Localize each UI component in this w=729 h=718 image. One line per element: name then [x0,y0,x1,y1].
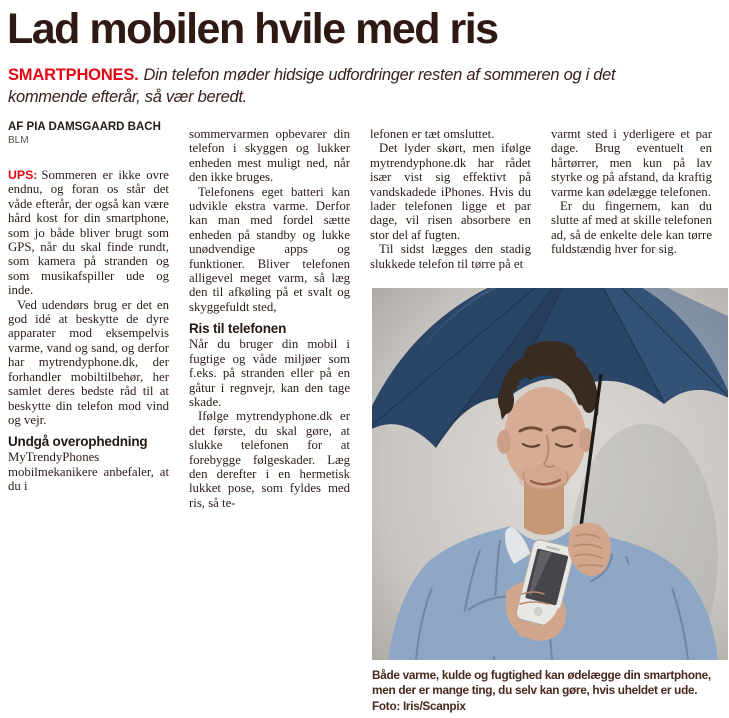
body-paragraph [8,168,169,298]
body-paragraph: lefonen er tæt omsluttet. [370,127,495,141]
kicker-label: SMARTPHONES. [8,66,139,84]
byline: AF PIA DAMSGAARD BACH [8,121,161,133]
lead-label: UPS: [8,168,38,182]
body-paragraph: sommervarmen opbevarer din telefon i skyggen og lukker enheden mest muligt ned, når den ikke bruges. [189,127,350,185]
body-paragraph: Til sidst lægges den stadig slukkede telefon til tørre på et [370,242,531,271]
deck [8,65,653,108]
body-paragraph: varmt sted i yderligere et par dage. Brug eventuelt en hårtørrer, men kun på lav styrke og på afstand, da kraftig varme kan ødelægge telefonen. [551,127,712,199]
column-3 [370,127,531,271]
lead-paragraph-text: Sommeren er ikke ovre endnu, og foran os står det våde efterår, der også kan være hård kost for din smartphone, som jo både bliver brugt som GPS, når du skal finde rundt, som kamera på stranden og som musikafspiller ude og inde. [8,168,169,298]
article-photo [372,288,728,660]
column-2 [189,127,350,510]
section-subhead: Undgå overophedning [8,434,148,450]
byline-organization: BLM [8,135,29,146]
headline: Lad mobilen hvile med ris [7,5,498,53]
body-paragraph: Telefonens eget batteri kan udvikle ekstra varme. Derfor kan man med fordel sætte enheden på standby og lukke unødvendige apps og funktioner. Bliver telefonen alligevel meget varm, så læg den til afkøling på et svalt og skyggefuldt sted, [189,184,350,314]
section-subhead: Ris til telefonen [189,321,287,337]
body-paragraph: Ved udendørs brug er det en god idé at beskytte de dyre apparater mod eksempelvis varme, vand og sand, og derfor har mytrendyphone.dk, der forhandler mobiltilbehør, her samlet deres bedste råd til at beskytte din telefon mod vind og vejr. [8,297,169,427]
body-paragraph: MyTrendyPhones mobilmekanikere anbefaler, at du i [8,450,169,494]
byline-block [8,121,169,147]
column-1 [8,121,169,494]
deck-text: Din telefon møder hidsige udfordringer resten af sommeren og i det kommende efterår, så vær beredt. [8,66,616,106]
photo-caption: Både varme, kulde og fugtighed kan ødelægge din smartphone, men der er mange ting, du selv kan gøre, hvis uheldet er ude. Foto: Iris/Scanpix [372,668,711,713]
body-paragraph: Ifølge mytrendyphone.dk er det første, du skal gøre, at slukke telefonen for at forebygge følgeskader. Læg den derefter i en hermetisk lukket pose, som fyldes med ris, så te- [189,409,350,510]
body-paragraph: Når du bruger din mobil i fugtige og våde miljøer som f.eks. på stranden eller på en gåtur i regnvejr, kan den tage skade. [189,337,350,409]
photo-illustration [372,288,728,660]
body-paragraph: Er du fingernem, kan du slutte af med at skille telefonen ad, så de enkelte dele kan tørre fuldstændig hver for sig. [551,199,712,257]
body-paragraph: Det lyder skørt, men ifølge mytrendyphone.dk har rådet især vist sig effektivt på vandskadede iPhones. Hvis du lader telefonen ligge et par dage, vil risen absorbere en stor del af fugten. [370,141,531,242]
column-4 [551,127,712,257]
